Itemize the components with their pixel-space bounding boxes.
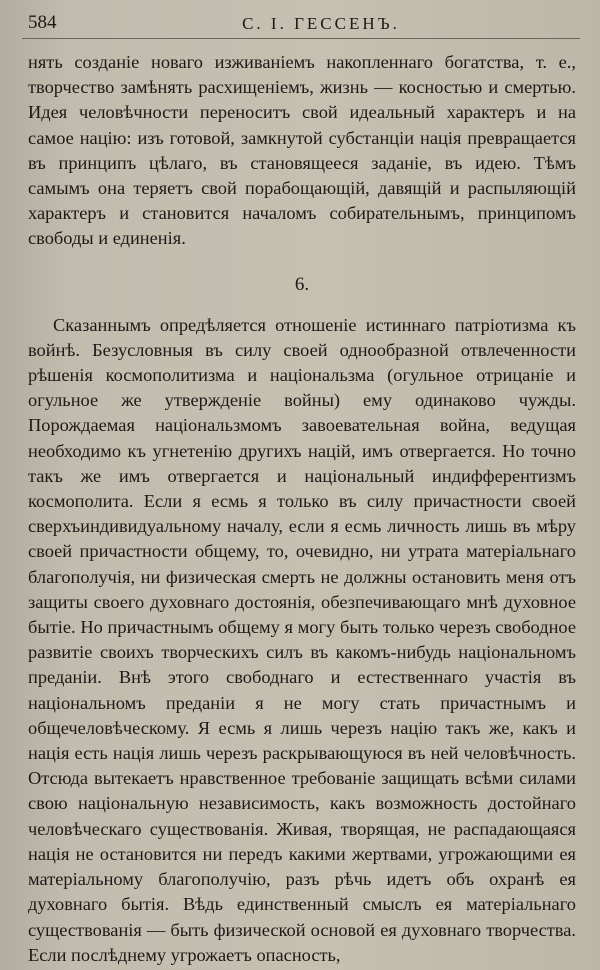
running-head: С. І. ГЕССЕНЪ. <box>242 14 400 33</box>
paragraph-continued: нять созданіе новаго изживаніемъ накопленнаго богатства, т. е., творчество замѣнять расхищеніемъ, жизнь — косностью и смертью. Идея человѣчности переноситъ свой идеальный характеръ и на самое націю: изъ готовой, замкнутой субстанціи нація превращается въ принципъ цѣлаго, въ становящееся заданіе, въ идею. Тѣмъ самымъ она теряетъ свой порабощающій, давящій и распыляющій характеръ и становится началомъ собирательнымъ, принципомъ свободы и единенія. <box>28 52 576 249</box>
page-body <box>28 50 576 968</box>
section-number: 6. <box>294 273 310 295</box>
page-number: 584 <box>28 12 57 33</box>
page-header <box>22 8 580 39</box>
paragraph: Сказаннымъ опредѣляется отношеніе истиннаго патріотизма къ войнѣ. Безусловныя въ силу своей однообразной отвлеченности рѣшенія космополитизма и національзма (огульное отрицаніе и огульное же утвержденіе войны) ему одинаково чужды. Порождаемая національзмомъ завоевательная война, ведущая необходимо къ угнетенію другихъ націй, имъ отвергается. Но точно такъ же имъ отвергается и національный индифферентизмъ космополита. Если я есмь я только въ силу причастности своей сверхъиндивидуальному началу, если я есмь личность лишь въ мѣру своей причастности общему, то, очевидно, ни утрата матеріальнаго благополучія, ни физическая смерть не должны остановить меня отъ защиты своего духовнаго достоянія, обезпечивающаго мнѣ духовное бытіе. Но причастнымъ общему я могу быть только черезъ свободное развитіе своихъ творческихъ силъ въ какомъ-нибудь національномъ преданіи. Внѣ этого свободнаго и естественнаго участія въ національномъ преданіи я не могу стать причастнымъ и общечеловѣческому. Я есмь я лишь черезъ націю такъ же, какъ и нація есть нація лишь черезъ раскрывающуюся въ ней человѣчность. Отсюда вытекаетъ нравственное требованіе защищать всѣми силами свою національную независимость, какъ возможность достойнаго человѣческаго существованія. Живая, творящая, не распадающаяся нація не остановится ни передъ какими жертвами, угрожающими ея матеріальному благополучію, разъ рѣчь идетъ объ охранѣ ея духовнаго бытія. Вѣдь единственный смыслъ ея матеріальнаго существованія — быть физической основой ея духовнаго творчества. Если послѣднему угрожаетъ опасность, <box>28 314 576 965</box>
